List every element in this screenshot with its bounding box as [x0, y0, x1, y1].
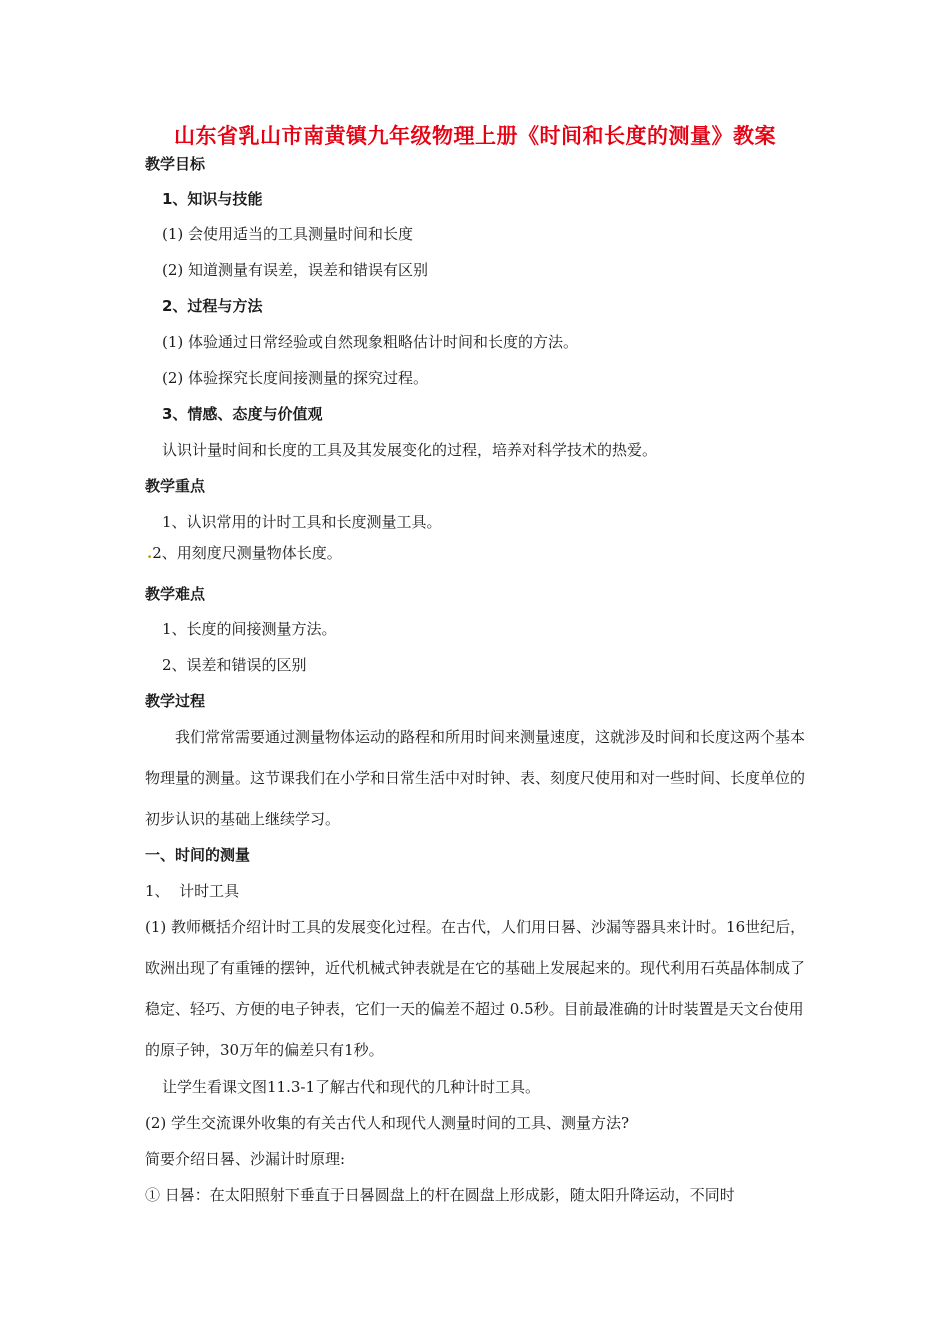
objective-item: (1) 会使用适当的工具测量时间和长度 [162, 225, 414, 243]
student-exchange-paragraph: (2) 学生交流课外收集的有关古代人和现代人测量时间的工具、测量方法? [145, 1114, 630, 1132]
bullet-dot: . [147, 544, 153, 562]
time-measurement-heading: 一、时间的测量 [145, 846, 251, 864]
objective-item: (2) 知道测量有误差，误差和错误有区别 [162, 261, 429, 279]
difficulties-heading: 教学难点 [145, 585, 206, 603]
key-point-item-row [147, 543, 342, 563]
emotion-attitude-text: 认识计量时间和长度的工具及其发展变化的过程，培养对科学技术的热爱。 [162, 441, 658, 459]
document-title: 山东省乳山市南黄镇九年级物理上册《时间和长度的测量》教案 [174, 124, 776, 148]
objective-item: (2) 体验探究长度间接测量的探究过程。 [162, 369, 429, 387]
difficulty-item: 2、误差和错误的区别 [162, 656, 307, 674]
objectives-heading: 教学目标 [145, 155, 206, 173]
key-points-heading: 教学重点 [145, 477, 206, 495]
process-heading: 教学过程 [145, 692, 206, 710]
process-intro-paragraph: 我们常常需要通过测量物体运动的路程和所用时间来测量速度，这就涉及时间和长度这两个基本物理量的测量。这节课我们在小学和日常生活中对时钟、表、刻度尺使用和对一些时间、长度单位的初步认识的基础上继续学习。 [145, 728, 806, 828]
sundial-paragraph: ① 日晷：在太阳照射下垂直于日晷圆盘上的杆在圆盘上形成影，随太阳升降运动，不同时 [145, 1186, 735, 1204]
key-point-item: 2、用刻度尺测量物体长度。 [152, 544, 342, 562]
textbook-figure-note: 让学生看课文图11.3-1了解古代和现代的几种计时工具。 [162, 1078, 541, 1096]
objective-item: (1) 体验通过日常经验或自然现象粗略估计时间和长度的方法。 [162, 333, 579, 351]
key-point-item: 1、认识常用的计时工具和长度测量工具。 [162, 513, 442, 531]
timing-tools-paragraph: (1) 教师概括介绍计时工具的发展变化过程。在古代，人们用日晷、沙漏等器具来计时。16世纪后，欧洲出现了有重锤的摆钟，近代机械式钟表就是在它的基础上发展起来的。现代利用石英晶体制成了稳定、轻巧、方便的电子钟表，它们一天的偏差不超过 0.5秒。目前最准确的计时装置是天文台使用的原子钟，30万年的偏差只有1秒。 [145, 918, 806, 1059]
process-method-heading: 2、过程与方法 [162, 297, 263, 315]
emotion-attitude-heading: 3、情感、态度与价值观 [162, 405, 323, 423]
difficulty-item: 1、长度的间接测量方法。 [162, 620, 337, 638]
timing-tools-subheading: 1、 计时工具 [145, 882, 240, 900]
principle-intro: 简要介绍日晷、沙漏计时原理: [145, 1150, 346, 1168]
knowledge-skills-heading: 1、知识与技能 [162, 190, 263, 208]
